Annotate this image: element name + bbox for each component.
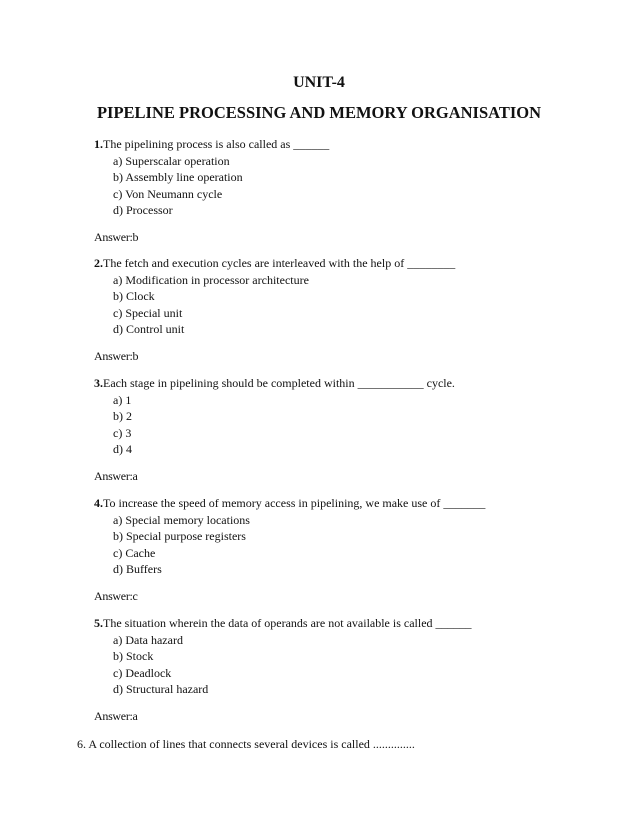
question-number: 4. (94, 496, 103, 510)
option-d: d) 4 (113, 442, 132, 456)
option-b: b) Clock (113, 289, 155, 303)
question-number: 1. (94, 137, 103, 151)
option-b: b) Assembly line operation (113, 170, 243, 184)
question-2 (94, 255, 455, 338)
option-b: b) Stock (113, 649, 154, 663)
question-text: The situation wherein the data of operands are not available is called ______ (103, 616, 472, 630)
option-a: a) Modification in processor architecture (113, 272, 309, 287)
question-text: The fetch and execution cycles are interleaved with the help of ________ (103, 256, 456, 270)
option-a: a) 1 (113, 392, 132, 407)
option-b: b) Special purpose registers (113, 529, 246, 543)
option-c: c) 3 (113, 425, 132, 440)
option-d: d) Control unit (113, 322, 185, 336)
answer-4: Answer:c (94, 589, 138, 603)
question-1 (94, 136, 329, 219)
answer-5: Answer:a (94, 709, 138, 723)
question-3 (94, 375, 455, 458)
question-number: 5. (94, 616, 103, 630)
question-number: 3. (94, 376, 103, 390)
question-stem (94, 375, 455, 392)
page-title: PIPELINE PROCESSING AND MEMORY ORGANISATION (96, 103, 542, 122)
option-d: d) Structural hazard (113, 682, 209, 696)
question-number: 2. (94, 256, 103, 270)
question-stem (94, 495, 485, 512)
question-4 (94, 495, 485, 578)
option-a: a) Special memory locations (113, 512, 250, 527)
option-c: c) Special unit (113, 305, 183, 320)
option-c: c) Von Neumann cycle (113, 186, 223, 201)
unit-heading: UNIT-4 (293, 74, 345, 91)
answer-3: Answer:a (94, 469, 138, 483)
answer-1: Answer:b (94, 230, 139, 244)
option-a: a) Superscalar operation (113, 153, 230, 168)
option-c: c) Cache (113, 545, 156, 560)
question-stem (94, 615, 472, 632)
answer-2: Answer:b (94, 349, 139, 363)
option-c: c) Deadlock (113, 665, 172, 680)
option-b: b) 2 (113, 409, 132, 423)
option-d: d) Processor (113, 203, 173, 217)
question-text: Each stage in pipelining should be completed within ___________ cycle. (103, 376, 455, 390)
question-5 (94, 615, 472, 698)
question-6: 6. A collection of lines that connects several devices is called .............. (77, 737, 415, 751)
question-text: To increase the speed of memory access in pipelining, we make use of _______ (103, 496, 486, 510)
question-stem (94, 255, 455, 272)
option-d: d) Buffers (113, 562, 162, 576)
option-a: a) Data hazard (113, 632, 183, 647)
question-text: The pipelining process is also called as ______ (103, 137, 330, 151)
question-stem (94, 136, 329, 153)
